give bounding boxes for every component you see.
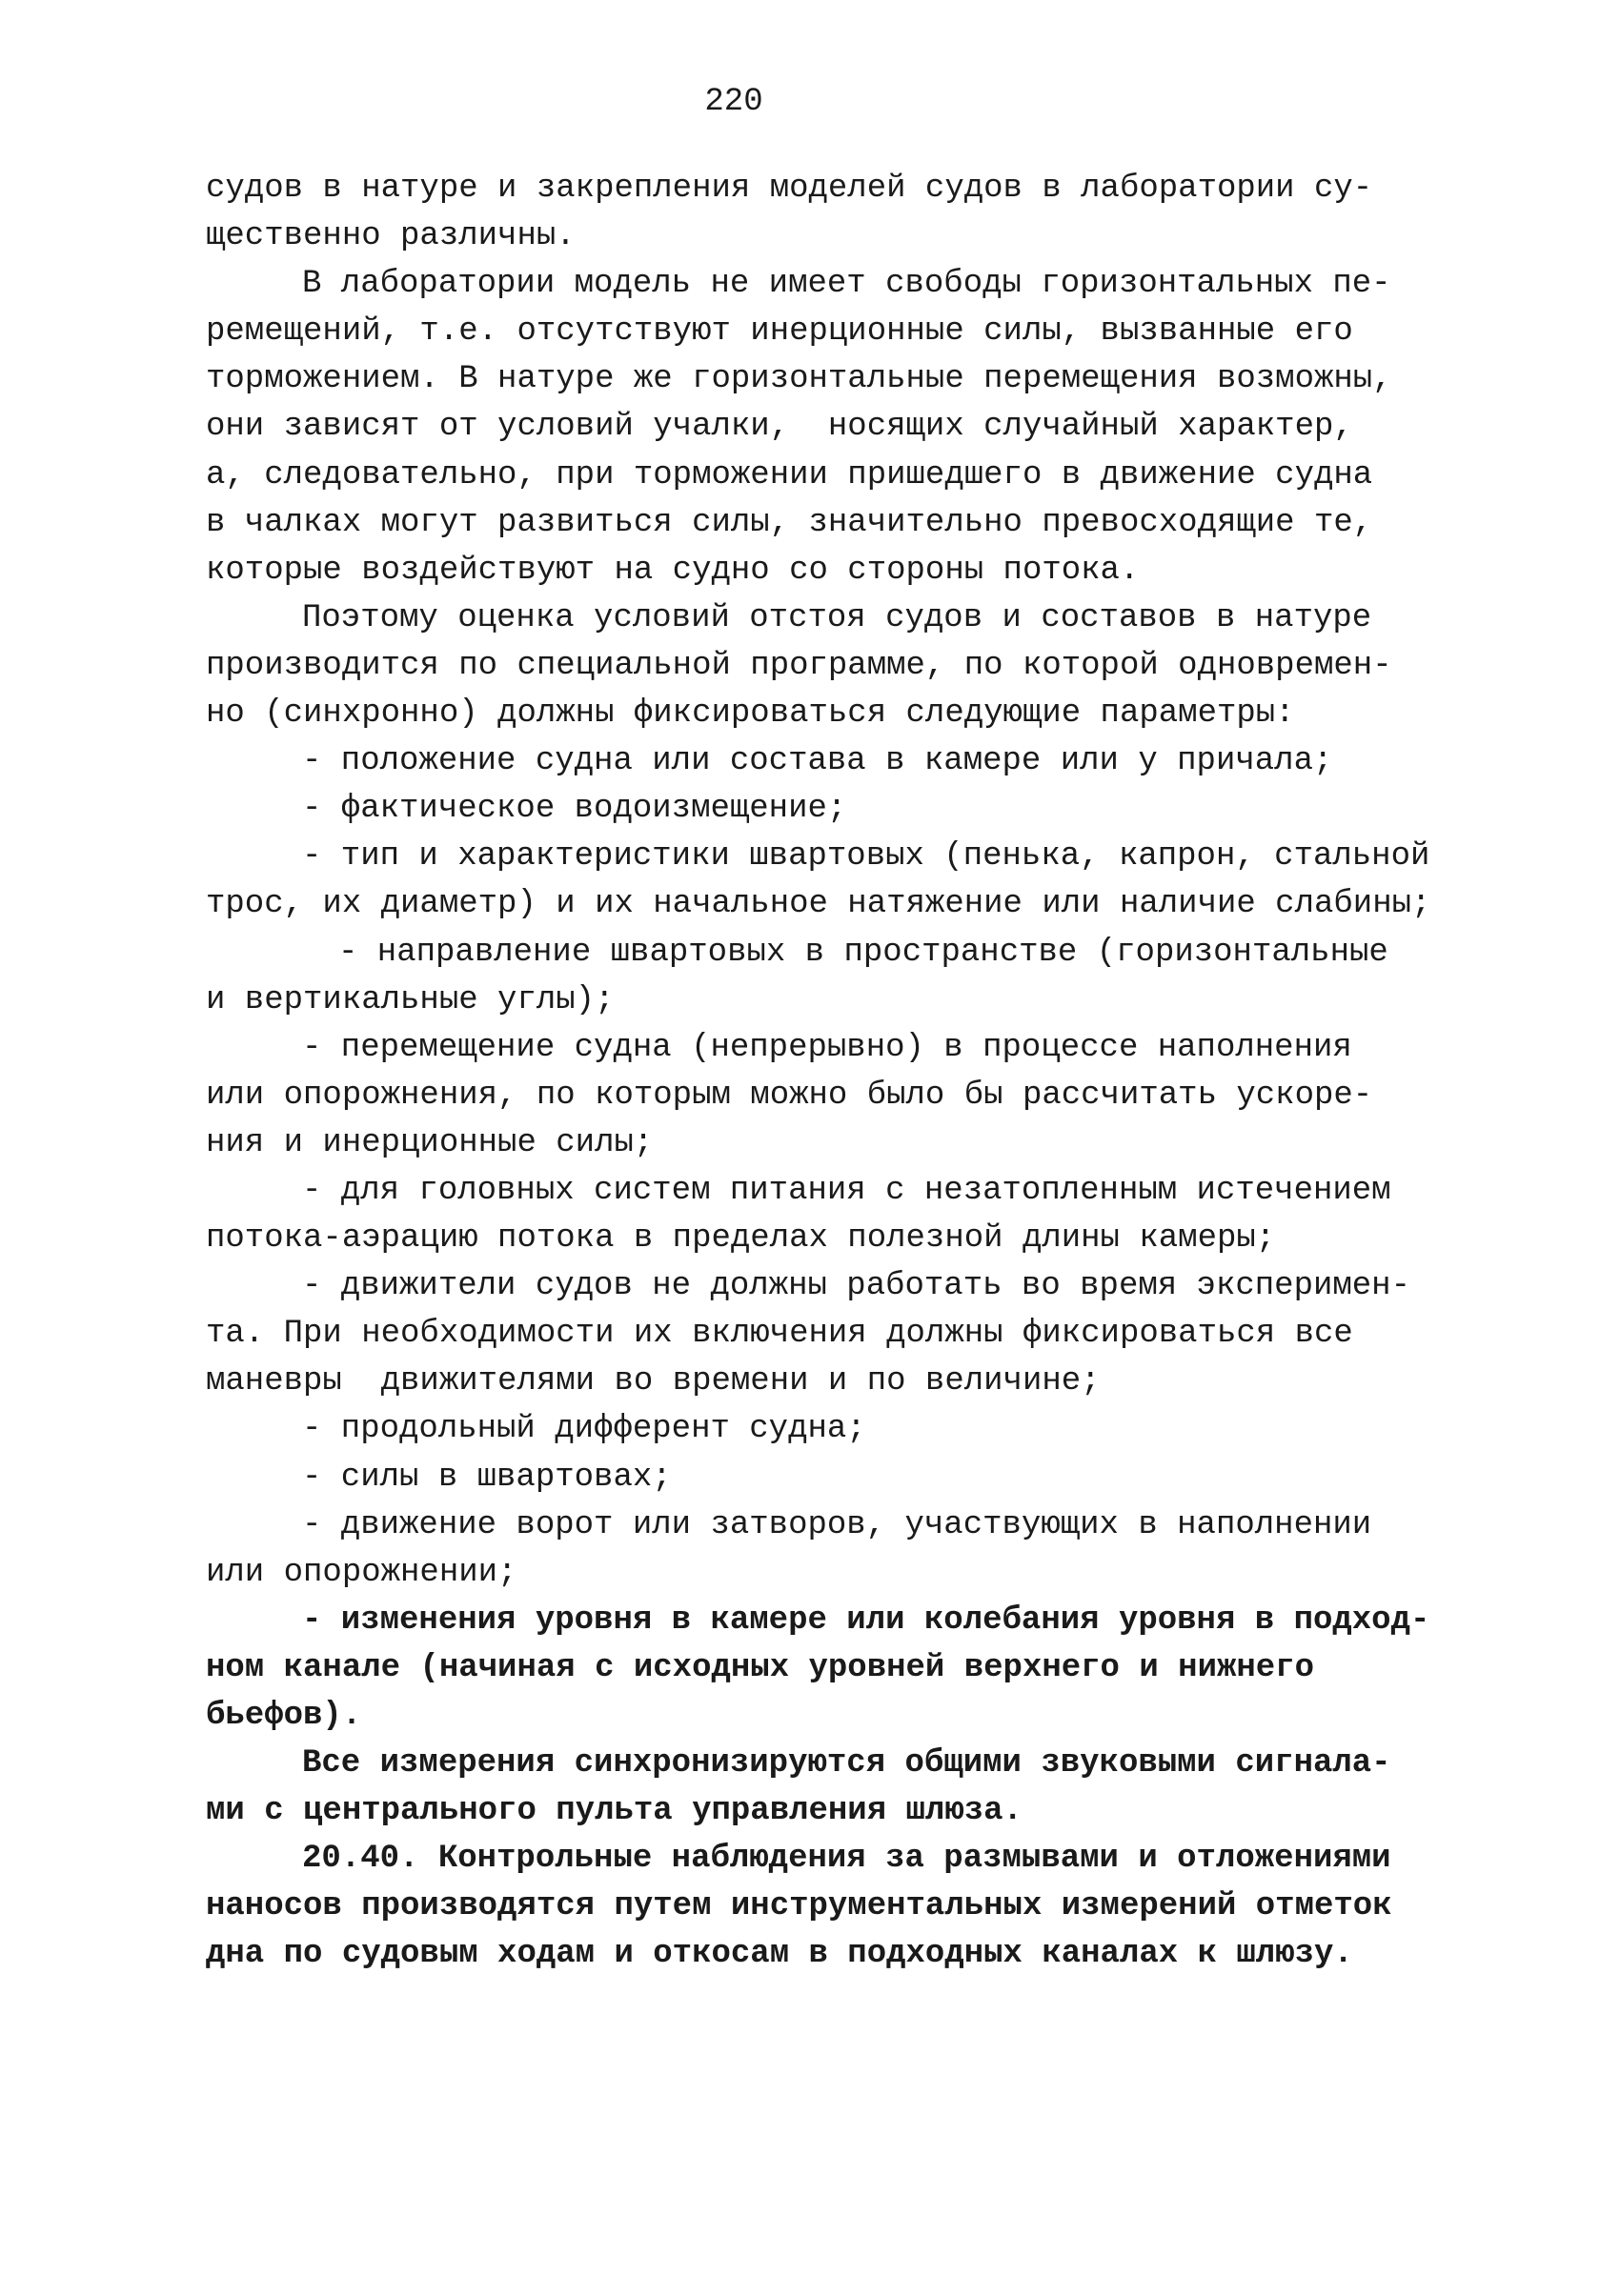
text-line: дна по судовым ходам и откосам в подходных каналах к шлюзу. (206, 1936, 1353, 1973)
text-line: В лаборатории модель не имеет свободы горизонтальных пе- (302, 266, 1391, 303)
text-line: или опорожнения, по которым можно было бы рассчитать ускоре- (206, 1077, 1373, 1114)
text-line: ном канале (начиная с исходных уровней верхнего и нижнего (206, 1649, 1314, 1686)
text-line: ми с центрального пульта управления шлюза. (206, 1793, 1023, 1830)
text-line: Все измерения синхронизируются общими звуковыми сигнала- (302, 1745, 1391, 1782)
section-line: 20.40. Контрольные наблюдения за размывами и отложениями (302, 1841, 1391, 1878)
text-line: но (синхронно) должны фиксироваться следующие параметры: (206, 695, 1295, 733)
text-line: трос, их диаметр) и их начальное натяжение или наличие слабины; (206, 886, 1431, 923)
list-item-line: - силы в швартовах; (302, 1459, 672, 1496)
text-line: или опорожнении; (206, 1554, 517, 1591)
text-line: ния и инерционные силы; (206, 1124, 654, 1161)
text-line: а, следовательно, при торможении пришедшего в движение судна (206, 456, 1373, 493)
list-item-line: - тип и характеристики швартовых (пенька, капрон, стальной (302, 838, 1430, 876)
text-line: щественно различны. (206, 218, 576, 255)
text-line: производится по специальной программе, по которой одновремен- (206, 647, 1392, 684)
text-line: они зависят от условий учалки, носящих случайный характер, (206, 409, 1353, 446)
text-line: в чалках могут развиться силы, значительно превосходящие те, (206, 504, 1373, 541)
list-item-line: - для головных систем питания с незатопленным истечением (302, 1172, 1391, 1209)
list-item-line: - движители судов не должны работать во время эксперимен- (302, 1268, 1410, 1305)
list-item-line: - перемещение судна (непрерывно) в процессе наполнения (302, 1029, 1352, 1066)
document-body (206, 165, 1540, 1979)
text-line: Поэтому оценка условий отстоя судов и составов в натуре (302, 599, 1372, 636)
list-item-line: - фактическое водоизмещение; (302, 791, 847, 828)
list-item-line: - движение ворот или затворов, участвующих в наполнении (302, 1506, 1372, 1543)
list-item-line: - положение судна или состава в камере или у причала; (302, 743, 1333, 780)
text-line: и вертикальные углы); (206, 981, 615, 1018)
text-line: бьефов). (206, 1698, 362, 1734)
text-line: маневры движителями во времени и по величине; (206, 1363, 1101, 1400)
list-item-line: - продольный дифферент судна; (302, 1411, 866, 1448)
text-line: которые воздействуют на судно со стороны потока. (206, 552, 1140, 589)
text-line: торможением. В натуре же горизонтальные перемещения возможны, (206, 361, 1392, 398)
text-line: судов в натуре и закрепления моделей судов в лаборатории су- (206, 171, 1373, 207)
page-number: 220 (704, 84, 763, 120)
text-line: наносов производятся путем инструментальных измерений отметок (206, 1888, 1392, 1925)
text-line: потока-аэрацию потока в пределах полезной длины камеры; (206, 1220, 1276, 1258)
list-item-line: - направление швартовых в пространстве (горизонтальные (338, 934, 1388, 971)
text-line: та. При необходимости их включения должны фиксироваться все (206, 1316, 1353, 1353)
list-item-line: - изменения уровня в камере или колебания уровня в подход- (302, 1601, 1430, 1639)
text-line: ремещений, т.е. отсутствуют инерционные силы, вызванные его (206, 313, 1353, 351)
